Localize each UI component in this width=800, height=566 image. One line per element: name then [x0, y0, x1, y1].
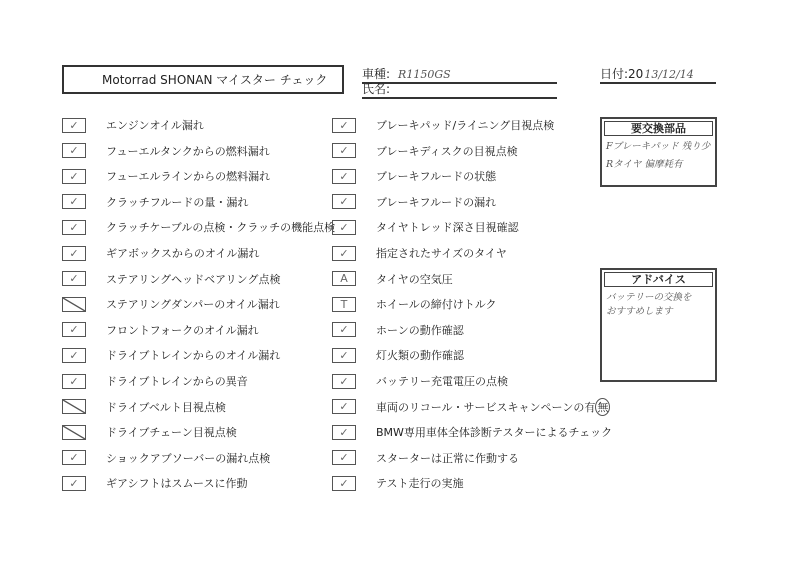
checkbox-checked[interactable]: ✓: [332, 118, 356, 133]
checklist-item-label: ショックアブソーバーの漏れ点検: [106, 451, 271, 465]
checklist-item-label: ブレーキパッド/ライニング目視点検: [376, 119, 555, 132]
checklist-item-label: ギアシフトはスムースに作動: [106, 477, 248, 491]
checkbox-checked[interactable]: ✓: [62, 143, 86, 158]
checkbox-letter-mark[interactable]: A: [332, 271, 356, 286]
checklist-item-label: クラッチフルードの量・漏れ: [106, 195, 249, 209]
checkbox-checked[interactable]: ✓: [332, 143, 356, 158]
checkbox-checked[interactable]: ✓: [62, 220, 86, 235]
parts-box-title: 要交換部品: [604, 121, 713, 136]
checkbox-checked[interactable]: ✓: [332, 246, 356, 261]
checklist-item-label: ステアリングダンパーのオイル漏れ: [106, 298, 280, 312]
checklist-item: [62, 217, 335, 237]
checkbox-not-applicable[interactable]: [62, 297, 86, 312]
checklist-item: [332, 371, 508, 391]
checkbox-not-applicable[interactable]: [62, 399, 86, 414]
checklist-item-label: ドライブトレインからのオイル漏れ: [106, 349, 281, 363]
checklist-item: [62, 166, 270, 186]
checklist-item: [332, 192, 496, 212]
checklist-item: [332, 141, 518, 161]
checklist-item-label: スターターは正常に作動する: [376, 451, 519, 465]
checklist-item-label: タイヤトレッド深さ目視確認: [376, 221, 519, 235]
checkbox-checked[interactable]: ✓: [62, 476, 86, 491]
checkbox-checked[interactable]: ✓: [332, 399, 356, 414]
checklist-item-label: クラッチケーブルの点検・クラッチの機能点検: [106, 221, 336, 235]
checkbox-checked[interactable]: ✓: [332, 476, 356, 491]
checklist-item: [62, 141, 270, 161]
checklist-item-label: バッテリー充電電圧の点検: [376, 375, 508, 388]
checklist-item-label: ギアボックスからのオイル漏れ: [106, 247, 260, 260]
checklist-item: [332, 448, 519, 468]
checklist-item: [332, 217, 519, 237]
name-label: 氏名:: [362, 82, 391, 96]
checklist-item-label: ブレーキフルードの漏れ: [376, 195, 497, 209]
checkbox-checked[interactable]: ✓: [62, 118, 86, 133]
checkbox-checked[interactable]: ✓: [62, 169, 86, 184]
date-field: [600, 67, 716, 84]
checkbox-checked[interactable]: ✓: [332, 322, 356, 337]
advice-box: [600, 268, 717, 382]
checkbox-checked[interactable]: ✓: [62, 322, 86, 337]
checklist-item: [62, 473, 247, 493]
checklist-item: [332, 115, 554, 135]
parts-note: Rタイヤ 偏摩耗有: [606, 159, 683, 170]
checkbox-checked[interactable]: ✓: [62, 374, 86, 389]
checklist-item: [62, 320, 259, 340]
checklist-item: [62, 243, 259, 263]
checkbox-checked[interactable]: ✓: [332, 169, 356, 184]
checklist-item: [62, 448, 270, 468]
parts-note: Fブレーキパッド 残り少: [606, 141, 711, 152]
checklist-item-label: BMW専用車体全体診断テスターによるチェック: [376, 426, 613, 440]
advice-box-title: アドバイス: [604, 272, 713, 287]
checklist-item-label: 車両のリコール・サービスキャンペーンの有: [376, 400, 596, 414]
checklist-item: [332, 422, 612, 442]
checklist-item-label: ホーンの動作確認: [376, 323, 464, 337]
model-label: 車種:: [362, 67, 391, 81]
checklist-item-label: ドライブチェーン目視点検: [106, 426, 237, 440]
checklist-item: [332, 243, 507, 263]
checklist-item: [62, 115, 204, 135]
form-title: [62, 65, 344, 94]
checklist-item-label: フューエルタンクからの燃料漏れ: [106, 144, 270, 158]
checklist-item: [62, 371, 248, 391]
checkbox-letter-mark[interactable]: T: [332, 297, 356, 312]
checkbox-checked[interactable]: ✓: [332, 220, 356, 235]
checklist-item-label: ドライブベルト目視点検: [106, 400, 226, 414]
checklist-item: [332, 294, 497, 314]
checklist-item: [62, 269, 280, 289]
checkbox-checked[interactable]: ✓: [62, 450, 86, 465]
circled-option: 無: [595, 398, 610, 416]
checklist-item-label: ドライブトレインからの異音: [106, 375, 248, 388]
checklist-item-label: ステアリングヘッドベアリング点検: [106, 272, 281, 286]
checkbox-checked[interactable]: ✓: [332, 450, 356, 465]
checkbox-checked[interactable]: ✓: [332, 374, 356, 389]
checklist-item-label: 灯火類の動作確認: [376, 349, 464, 363]
checklist-item: [332, 345, 464, 365]
checklist-item-label: テスト走行の実施: [376, 477, 464, 491]
advice-note: おすすめします: [606, 306, 673, 317]
checklist-item-label: ブレーキフルードの状態: [376, 170, 497, 184]
name-field: [362, 82, 557, 99]
checklist-item: [62, 422, 237, 442]
checkbox-checked[interactable]: ✓: [62, 271, 86, 286]
advice-note: バッテリーの交換を: [606, 292, 692, 303]
checklist-item-label: ホイールの締付けトルク: [376, 298, 497, 312]
checklist-item: [332, 320, 464, 340]
checklist-item-label: タイヤの空気圧: [376, 272, 453, 286]
checklist-item: [332, 166, 496, 186]
checklist-item: [62, 294, 280, 314]
form-title-text: Motorrad SHONAN マイスター チェック: [102, 73, 328, 87]
checklist-item-label: 指定されたサイズのタイヤ: [376, 247, 507, 260]
checklist-item: [332, 473, 464, 493]
checkbox-checked[interactable]: ✓: [332, 348, 356, 363]
date-label: 日付:20: [600, 67, 644, 81]
checkbox-checked[interactable]: ✓: [332, 194, 356, 209]
parts-to-replace-box: [600, 117, 717, 187]
checklist-item-label: エンジンオイル漏れ: [106, 119, 204, 132]
checklist-item: [62, 192, 248, 212]
checklist-item-label: フロントフォークのオイル漏れ: [106, 323, 259, 337]
checklist-item: [332, 397, 610, 417]
checkbox-checked[interactable]: ✓: [62, 348, 86, 363]
model-value: R1150GS: [398, 68, 451, 81]
checkbox-checked[interactable]: ✓: [62, 194, 86, 209]
date-value: 13/12/14: [644, 68, 694, 81]
checklist-item-label: フューエルラインからの燃料漏れ: [106, 170, 271, 184]
checkbox-not-applicable[interactable]: [62, 425, 86, 440]
checkbox-checked[interactable]: ✓: [62, 246, 86, 261]
checklist-item: [62, 397, 226, 417]
checklist-item: [62, 345, 280, 365]
checklist-item: [332, 269, 453, 289]
checklist-item-label: ブレーキディスクの目視点検: [376, 144, 518, 158]
checkbox-checked[interactable]: ✓: [332, 425, 356, 440]
